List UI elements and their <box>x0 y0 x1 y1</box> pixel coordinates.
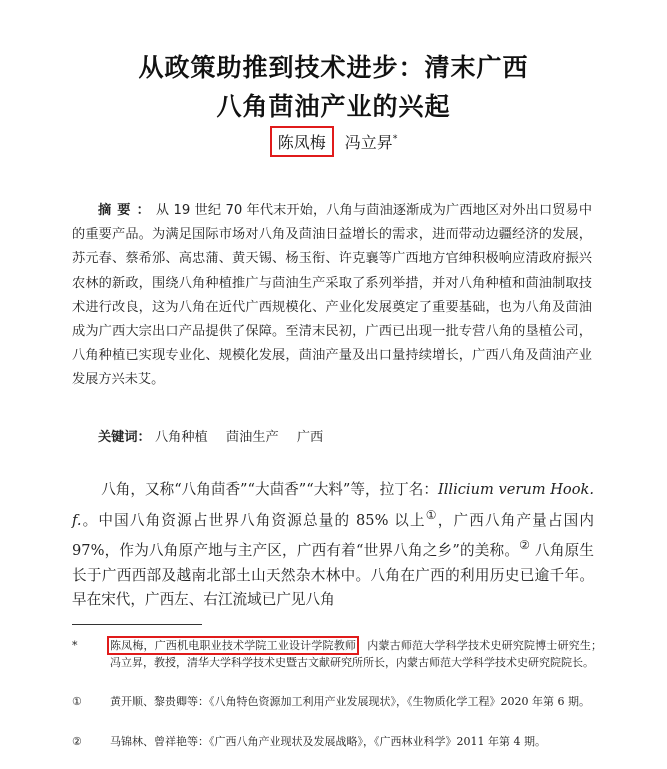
abstract <box>72 199 592 393</box>
body-text: 。中国八角资源占世界八角资源总量的 85% 以上 <box>81 511 426 529</box>
keywords-label: 关键词： <box>98 430 151 445</box>
footnote-text: 马锦林、曾祥艳等：《广西八角产业现状及发展战略》，《广西林业科学》2011 年第 4 期。 <box>110 735 546 748</box>
footnote-1 <box>72 693 602 710</box>
keyword-item: 茴油生产 <box>225 430 279 445</box>
footnote-highlight: 陈凤梅，广西机电职业技术学院工业设计学院教师 <box>110 639 357 652</box>
abstract-label: 摘要： <box>98 203 156 218</box>
footnote-text-rest: ，内蒙古师范大学科学技术史研究院博士研究生；冯立昇，教授，清华大学科学技术史暨古文献研究所所长，内蒙古师范大学科学技术史研究院院长。 <box>110 639 602 669</box>
footnote-text <box>110 637 602 671</box>
footnote-mark: ② <box>72 735 82 748</box>
footnote-ref[interactable]: ① <box>425 507 438 522</box>
footnote-divider <box>72 624 202 625</box>
keyword-item: 广西 <box>296 430 324 445</box>
body-text: 八角，又称“八角茴香”“大茴香”“大料”等，拉丁名： <box>101 481 438 498</box>
body-text: 八角原生长于广西西部及越南北部土山天然杂木林中。八角在广西的利用历史已逾千年。早在宋代，广西左、右江流域已广见八角 <box>72 541 594 609</box>
footnote-ref[interactable]: ② <box>519 538 531 553</box>
footnote-mark: ① <box>72 695 82 708</box>
keyword-item: 八角种植 <box>154 430 208 445</box>
author-footnote-mark: * <box>392 134 398 145</box>
latin-name: Illicium verum Hook. f. <box>72 481 594 529</box>
footnote-2 <box>72 733 602 750</box>
footnote-mark: * <box>72 639 78 652</box>
author-line <box>0 126 667 157</box>
author-second <box>345 133 398 152</box>
keywords <box>98 426 337 445</box>
body-text: ，广西八角产量占国内 97%，作为八角原产地与主产区，广西有着“世界八角之乡”的美称。 <box>72 511 594 559</box>
footnote-author <box>72 637 602 671</box>
author-second-name: 冯立昇 <box>344 133 393 152</box>
abstract-text: 从 19 世纪 70 年代末开始，八角与茴油逐渐成为广西地区对外出口贸易中的重要产品。为满足国际市场对八角及茴油日益增长的需求，进而带动边疆经济的发展，苏元春、蔡希邠、高忠蒲、黄天锡、杨玉衔、许克襄等广西地方官绅积极响应清政府振兴农林的新政，围绕八角种植推广与茴油生产采取了系列举措，并对八角种植和茴油制取技术进行改良，这为八角在近代广西规模化、产业化发展奠定了重要基础，也为八角及茴油成为广西大宗出口产品提供了保障。至清末民初，广西已出现一批专营八角的垦植公司，八角种植已实现专业化、规模化发展，茴油产量及出口量持续增长，广西八角及茴油产业发展方兴未艾。 <box>72 203 593 388</box>
author-first-highlighted: 陈凤梅 <box>270 126 334 157</box>
body-paragraph <box>72 478 594 613</box>
paper-title-line1: 从政策助推到技术进步：清末广西 <box>138 53 529 82</box>
paper-title-line2: 八角茴油产业的兴起 <box>216 92 451 121</box>
footnote-text: 黄开顺、黎贵卿等：《八角特色资源加工利用产业发展现状》，《生物质化学工程》2020 年第 6 期。 <box>110 695 590 708</box>
